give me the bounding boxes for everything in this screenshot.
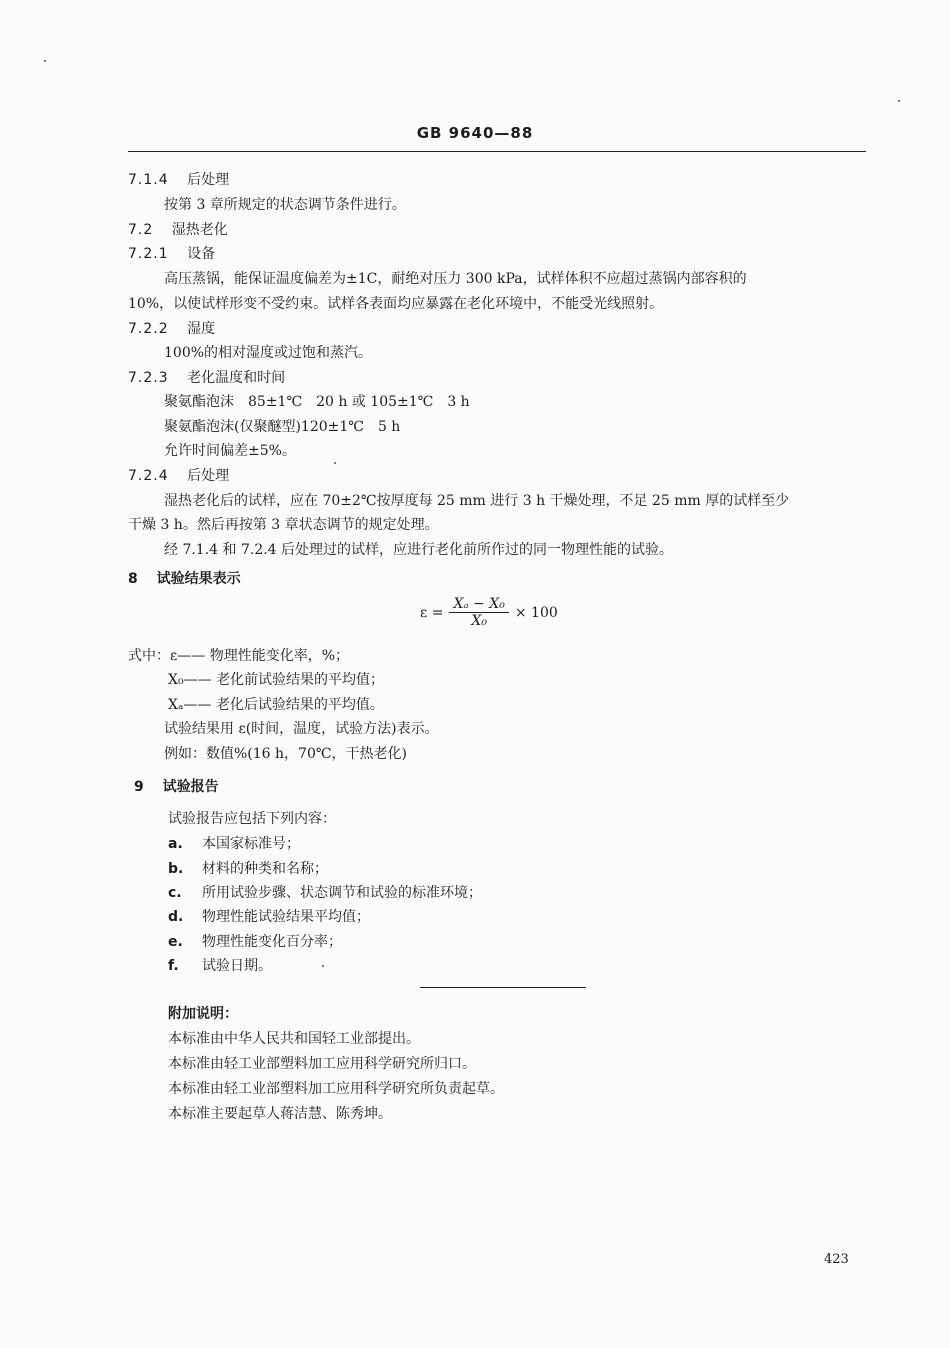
paragraph: 干燥 3 h。然后再按第 3 章状态调节的规定处理。 (128, 517, 439, 533)
paragraph: 例如：数值%(16 h，70℃，干热老化) (164, 746, 407, 762)
scan-speck (898, 100, 900, 102)
section-number: 7.2.4 (128, 468, 169, 484)
page-number: 423 (824, 1252, 849, 1267)
notes-title: 附加说明： (168, 1006, 238, 1022)
formula-rhs: × 100 (514, 604, 558, 621)
scan-speck (334, 462, 336, 464)
condition-row: 允许时间偏差±5%。 (164, 443, 296, 459)
list-item-label: e. (168, 934, 183, 950)
paragraph: 10%，以使试样形变不受约束。试样各表面均应暴露在老化环境中，不能受光线照射。 (128, 296, 664, 312)
condition-row: 聚氨酯泡沫 85±1℃ 20 h 或 105±1℃ 3 h (164, 394, 470, 410)
scan-speck (44, 60, 46, 62)
list-item-label: c. (168, 885, 182, 901)
formula-fraction (449, 596, 508, 629)
section-title: 设备 (187, 246, 216, 262)
section-title: 试验结果表示 (156, 571, 241, 587)
section-title: 后处理 (187, 468, 230, 484)
notes-line: 本标准由轻工业部塑料加工应用科学研究所归口。 (168, 1056, 476, 1072)
section-7-2-4-heading (128, 467, 229, 485)
list-item-text: 物理性能变化百分率； (202, 934, 342, 950)
formula-definition: X₀—— 老化前试验结果的平均值； (168, 672, 385, 688)
notes-line: 本标准由中华人民共和国轻工业部提出。 (168, 1031, 420, 1047)
paragraph: 100%的相对湿度或过饱和蒸汽。 (164, 345, 373, 361)
header-rule (128, 151, 866, 152)
list-item-label: d. (168, 909, 184, 925)
paragraph: 试验结果用 ε(时间，温度，试验方法)表示。 (164, 721, 439, 737)
paragraph: 经 7.1.4 和 7.2.4 后处理过的试样，应进行老化前所作过的同一物理性能的试验。 (164, 542, 674, 558)
list-item (168, 860, 328, 878)
list-item (168, 908, 370, 926)
list-item (168, 835, 300, 853)
formula-lhs: ε = (420, 604, 444, 621)
section-title: 后处理 (187, 172, 230, 188)
section-divider (420, 987, 586, 988)
section-8-heading (128, 570, 241, 588)
section-7-2-3-heading (128, 369, 285, 387)
section-7-1-4-heading (128, 171, 229, 189)
list-item-label: a. (168, 836, 183, 852)
section-number: 7.2.1 (128, 246, 169, 262)
list-item-label: b. (168, 861, 184, 877)
section-title: 老化温度和时间 (187, 370, 286, 386)
page-header: GB 9640—88 (416, 124, 534, 142)
notes-line: 本标准主要起草人蒋洁慧、陈秀坤。 (168, 1106, 392, 1122)
formula-numerator: Xₐ − X₀ (449, 596, 508, 613)
formula-denominator: X₀ (471, 613, 487, 629)
notes-line: 本标准由轻工业部塑料加工应用科学研究所负责起草。 (168, 1081, 504, 1097)
formula-definition: 式中：ε—— 物理性能变化率，%； (128, 648, 350, 664)
list-item-text: 材料的种类和名称； (202, 861, 328, 877)
list-item (168, 933, 342, 951)
formula (420, 596, 558, 629)
list-item (168, 957, 272, 975)
list-item-text: 所用试验步骤、状态调节和试验的标准环境； (202, 885, 482, 901)
section-number: 7.2.3 (128, 370, 169, 386)
list-item-text: 试验日期。 (202, 958, 272, 974)
paragraph: 高压蒸锅，能保证温度偏差为±1C，耐绝对压力 300 kPa，试样体积不应超过蒸锅内部容积的 (164, 271, 747, 287)
list-item-text: 物理性能试验结果平均值； (202, 909, 370, 925)
list-item (168, 884, 482, 902)
condition-row: 聚氨酯泡沫(仅聚醚型)120±1℃ 5 h (164, 419, 401, 435)
section-title: 试验报告 (162, 779, 219, 795)
list-item-text: 本国家标准号； (202, 836, 300, 852)
section-number: 7.2.2 (128, 321, 169, 337)
section-number: 7.2 (128, 222, 154, 238)
section-number: 7.1.4 (128, 172, 169, 188)
section-number: 8 (128, 571, 138, 587)
section-7-2-2-heading (128, 320, 215, 338)
paragraph: 试验报告应包括下列内容： (168, 811, 336, 827)
section-title: 湿热老化 (171, 222, 228, 238)
list-item-label: f. (168, 958, 179, 974)
section-7-2-1-heading (128, 245, 215, 263)
scan-speck (322, 965, 324, 967)
section-9-heading (134, 778, 219, 796)
section-number: 9 (134, 779, 144, 795)
formula-definition: Xₐ—— 老化后试验结果的平均值。 (168, 697, 384, 713)
paragraph: 湿热老化后的试样，应在 70±2℃按厚度每 25 mm 进行 3 h 干燥处理，不足 25 mm 厚的试样至少 (164, 493, 790, 509)
section-7-2-heading (128, 221, 228, 239)
section-title: 湿度 (187, 321, 216, 337)
paragraph: 按第 3 章所规定的状态调节条件进行。 (164, 197, 406, 213)
